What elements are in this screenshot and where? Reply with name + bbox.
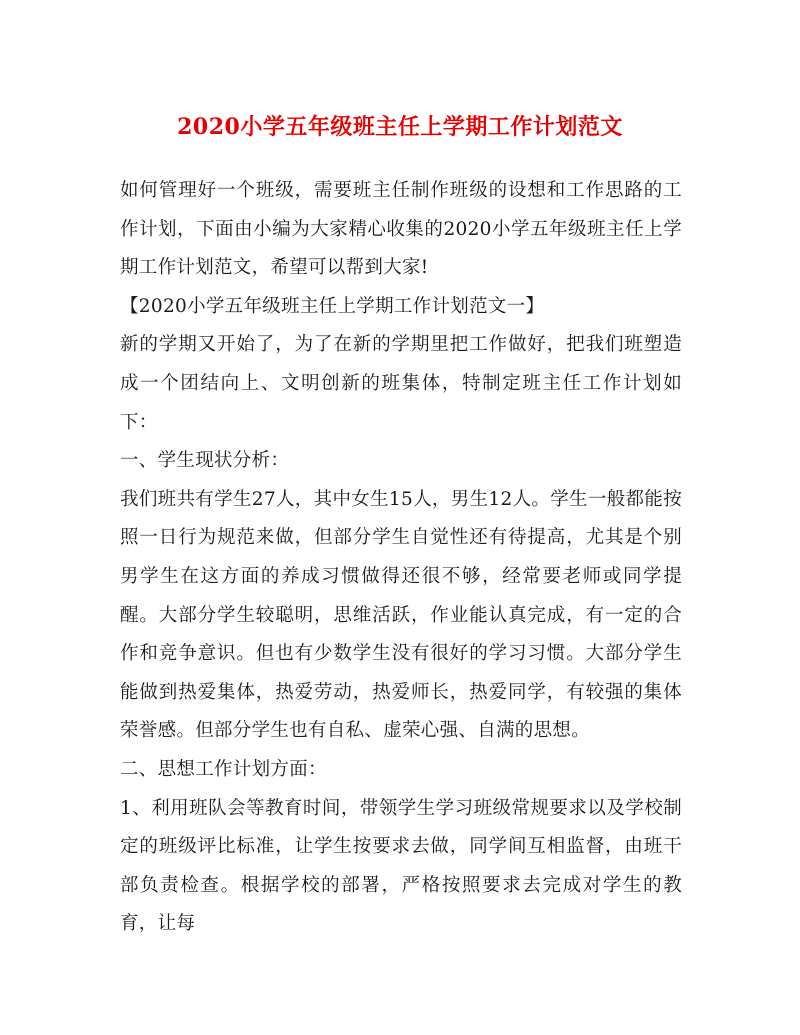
document-title: 2020小学五年级班主任上学期工作计划范文 bbox=[177, 114, 623, 140]
section-heading-student-analysis: 一、学生现状分析： bbox=[120, 450, 290, 472]
student-analysis-paragraph: 我们班共有学生27人，其中女生15人，男生12人。学生一般都能按照一日行为规范来做，但部分学生自觉性还有待提高，尤其是个别男学生在这方面的养成习惯做得还很不够，经常要老师或同学提醒。大部分学生较聪明，思维活跃，作业能认真完成，有一定的合作和竞争意识。但也有少数学生没有很好的学习习惯。大部分学生能做到热爱集体，热爱劳动，热爱师长，热爱同学，有较强的集体荣誉感。但部分学生也有自私、虚荣心强、自满的思想。 bbox=[120, 488, 682, 742]
document-body bbox=[120, 172, 682, 944]
ideological-work-item-1: 1、利用班队会等教育时间，带领学生学习班级常规要求以及学校制定的班级评比标准，让学生按要求去做，同学间互相监督，由班干部负责检查。根据学校的部署，严格按照要求去完成对学生的教育，让每 bbox=[120, 797, 682, 935]
section-heading-sample-one: 【2020小学五年级班主任上学期工作计划范文一】 bbox=[120, 295, 545, 317]
opening-paragraph: 新的学期又开始了，为了在新的学期里把工作做好，把我们班塑造成一个团结向上、文明创新的班集体，特制定班主任工作计划如下： bbox=[120, 334, 682, 433]
section-heading-ideological-work: 二、思想工作计划方面： bbox=[120, 758, 327, 780]
intro-paragraph: 如何管理好一个班级，需要班主任制作班级的设想和工作思路的工作计划，下面由小编为大家精心收集的2020小学五年级班主任上学期工作计划范文，希望可以帮到大家! bbox=[120, 180, 682, 279]
